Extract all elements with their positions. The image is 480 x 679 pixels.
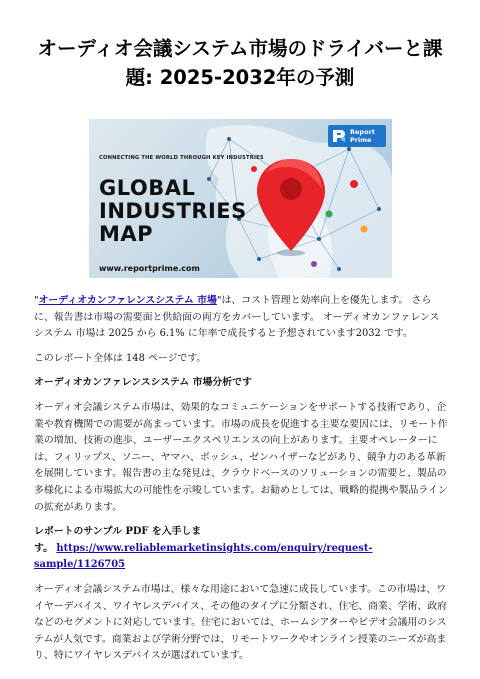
end-year: 2032 [355,328,381,340]
intro-paragraph [34,293,448,343]
page-title [30,34,450,92]
sample-text: PDF [125,526,149,538]
quote-mark: " [34,295,39,306]
cagr-value: 6.1% [159,328,185,340]
logo-text-line-1: Report [350,128,375,136]
banner-headline-line: MAP [99,222,154,246]
reportprime-logo [328,125,386,147]
report-banner-image [89,119,392,278]
banner-headline-line: GLOBAL [99,176,196,200]
title-line-1: オーディオ会議システム市場のドライバーと課 [37,37,443,60]
market-report-link[interactable]: オーディオカンファレンスシステム 市場 [38,295,217,306]
segment-paragraph: オーディオ会議システム市場は、様々な用途において急速に成長しています。この市場は、ワイヤーデバイス、ワイヤレスデバイス、その他のタイプに分類され、住宅、商業、学術、政府などのセグメントに対応しています。住宅においては、ホームシアターやビデオ会議用のシステムが人気です。商業および学術分野では、リモートワークやオンライン授業のニーズが高まり、特にワイヤレスデバイスが選ばれています。 [34,583,448,662]
banner-headline-line: INDUSTRIES [99,199,247,223]
banner-website: www.reportprime.com [99,264,200,273]
banner-headline [99,177,247,246]
analysis-heading: オーディオカンファレンスシステム 市場分析です [34,377,252,389]
quote-mark: " [216,295,222,306]
sample-text: す。 [34,542,57,554]
sample-request-paragraph [34,524,448,574]
analysis-paragraph: オーディオ会議システム市場は、効果的なコミュニケーションをサポートする技術であり、企業や教育機関での需要が高まっています。市場の成長を促進する主要な要因には、リモート作業の増加、技術の進歩、ユーザーエクスペリエンスの向上があります。主要オペレーターには、フィリップス、ソニー、ヤマハ、ボッシュ、ゼンハイザーなどがあり、競争力のある革新を展開しています。報告書の主な発見は、クラウドベースのソリューションの需要と、製品の多様化による市場拡大の可能性を示唆しています。お勧めとしては、戦略的提携や製品ラインの拡充があります。 [34,401,448,513]
logo-text-line-2: Prime [350,136,372,144]
page-count-text: このレポート全体は [34,352,127,364]
page-count-paragraph [34,351,448,368]
page-count-value: 148 [126,352,145,364]
start-year: 2025 [108,328,134,340]
sample-text: レポートのサンプル [34,526,126,538]
page-count-text: ページです。 [144,352,207,364]
sample-text: を入手しま [148,526,202,538]
document-body [34,293,448,673]
title-line-2: 題: 2025-2032年の予測 [125,66,355,89]
reportprime-logo-icon [331,128,347,144]
sample-request-link[interactable]: https://www.reliablemarketinsights.com/enquiry/request-sample/1126705 [34,542,373,571]
banner-tagline: CONNECTING THE WORLD THROUGH KEY INDUSTRIES [99,155,264,161]
intro-text: から [133,328,160,340]
intro-text: は、コスト管理と効率向上を優先します。 さらに、報告書は市場の需要面と供給面の両方をカバーしています。 オーディオカンファレンスシステム 市場は [34,295,440,340]
intro-text: に年率で成長すると予想されています [184,328,356,340]
intro-text: です。 [380,328,413,340]
